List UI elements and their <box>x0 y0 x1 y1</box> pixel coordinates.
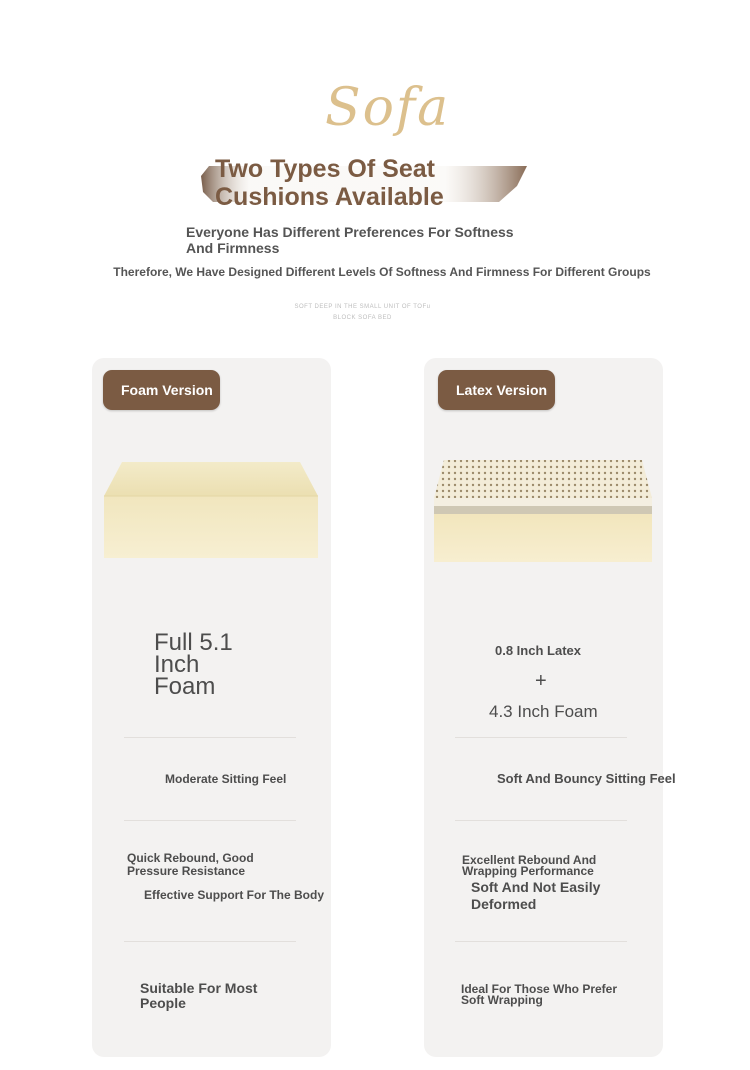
foam-sitting-feel: Moderate Sitting Feel <box>165 772 287 786</box>
foam-suitable-line-2: People <box>140 995 186 1011</box>
foam-thickness <box>154 629 284 700</box>
latex-divider-1 <box>455 737 627 738</box>
latex-ideal-line-2: Soft Wrapping <box>461 993 543 1007</box>
tiny-caption-line-2: BLOCK SOFA BED <box>333 315 392 321</box>
foam-support: Effective Support For The Body <box>144 888 325 902</box>
latex-divider-2 <box>455 820 627 821</box>
latex-version-badge: Latex Version <box>438 370 555 410</box>
page-title <box>215 155 535 211</box>
latex-durability-line-1: Soft And Not Easily <box>471 879 601 895</box>
foam-thickness-line-3: Foam <box>154 673 216 700</box>
latex-feature <box>462 855 596 877</box>
latex-ideal-for <box>461 984 617 1006</box>
latex-divider-3 <box>455 941 627 942</box>
foam-divider-3 <box>124 941 296 942</box>
foam-feature-line-1: Quick Rebound, Good <box>127 851 254 865</box>
title-line-1: Two Types Of Seat <box>215 155 435 183</box>
foam-divider-2 <box>124 820 296 821</box>
foam-divider-1 <box>124 737 296 738</box>
subtitle-line-2: And Firmness <box>186 240 280 256</box>
latex-cushion-image <box>434 458 652 564</box>
latex-durability-line-2: Deformed <box>471 896 537 912</box>
latex-feature-line-2: Wrapping Performance <box>462 864 594 878</box>
foam-thickness-line-1: Full 5.1 <box>154 629 233 656</box>
subtitle <box>186 224 546 256</box>
tiny-caption-line-1: SOFT DEEP IN THE SMALL UNIT OF TOFu <box>294 304 431 310</box>
subtitle-secondary: Therefore, We Have Designed Different Levels Of Softness And Firmness For Different Groups <box>113 265 651 279</box>
latex-sitting-feel: Soft And Bouncy Sitting Feel <box>497 771 676 786</box>
foam-thickness-line-2: Inch <box>154 651 200 678</box>
foam-cushion-image <box>104 460 318 560</box>
latex-ideal-line-1: Ideal For Those Who Prefer <box>461 982 618 996</box>
title-line-2: Cushions Available <box>215 183 444 211</box>
latex-durability <box>471 879 600 913</box>
latex-feature-line-1: Excellent Rebound And <box>462 853 597 867</box>
latex-layer-1: 0.8 Inch Latex <box>495 643 581 658</box>
foam-feature-line-2: Pressure Resistance <box>127 864 246 878</box>
foam-suitable-for <box>140 981 257 1011</box>
subtitle-line-1: Everyone Has Different Preferences For Softness <box>186 224 514 240</box>
foam-version-badge: Foam Version <box>103 370 220 410</box>
foam-suitable-line-1: Suitable For Most <box>140 980 258 996</box>
plus-sign: + <box>535 670 547 692</box>
latex-layer-2: 4.3 Inch Foam <box>489 702 598 721</box>
foam-feature <box>127 852 254 878</box>
sofa-script-logo: Sofa <box>325 78 451 138</box>
